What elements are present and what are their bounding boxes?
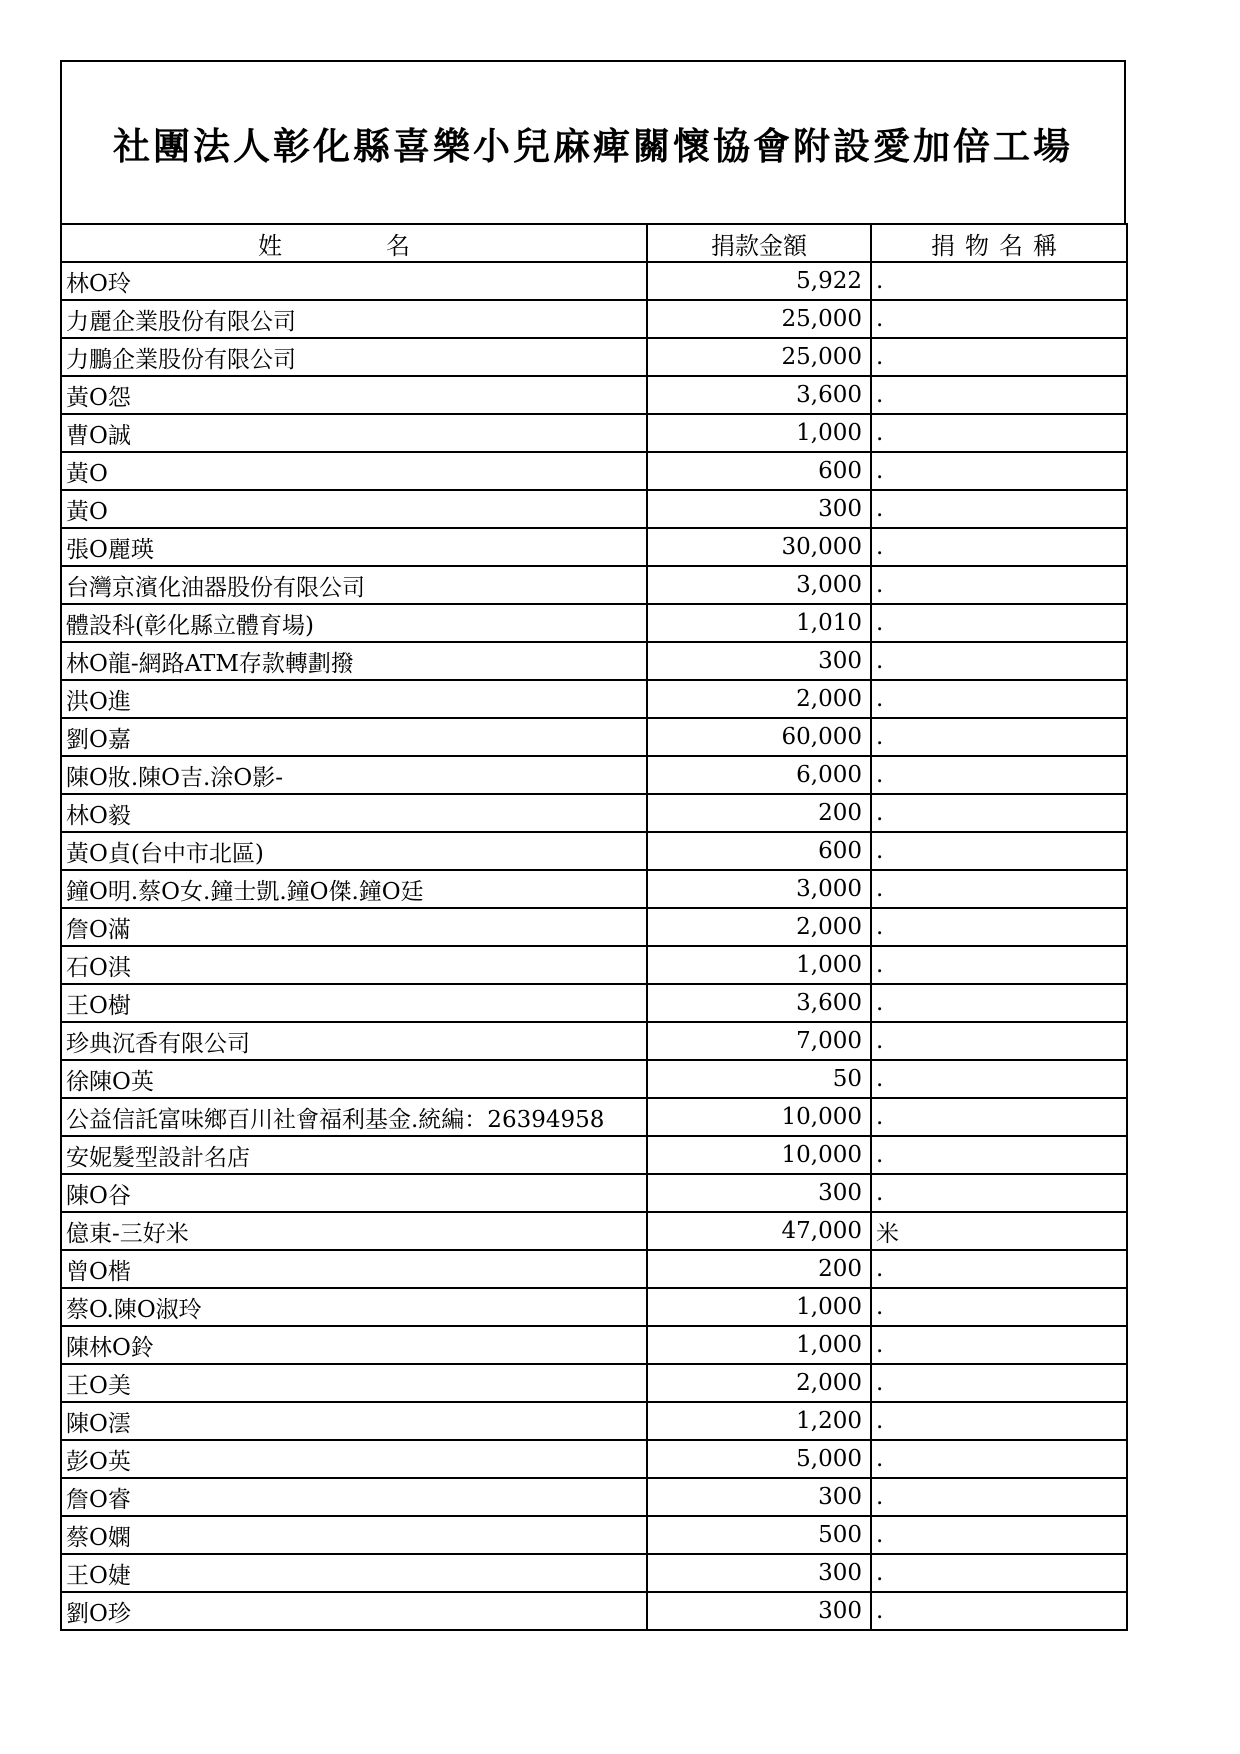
table-row	[61, 756, 1127, 794]
amount-cell: 300	[647, 1478, 871, 1516]
item-cell: .	[871, 452, 1127, 490]
item-cell: .	[871, 1516, 1127, 1554]
item-cell: .	[871, 528, 1127, 566]
table-row	[61, 1250, 1127, 1288]
item-cell: .	[871, 984, 1127, 1022]
donor-name-cell: 黃O	[61, 490, 647, 528]
amount-cell: 1,200	[647, 1402, 871, 1440]
donor-name-cell: 林O玲	[61, 262, 647, 300]
item-cell: .	[871, 1250, 1127, 1288]
table-row	[61, 718, 1127, 756]
donor-name-cell: 公益信託富味鄉百川社會福利基金.統編：26394958	[61, 1098, 647, 1136]
amount-cell: 25,000	[647, 300, 871, 338]
table-row	[61, 338, 1127, 376]
amount-cell: 5,000	[647, 1440, 871, 1478]
table-row	[61, 262, 1127, 300]
table-row	[61, 1592, 1127, 1630]
amount-cell: 1,000	[647, 1326, 871, 1364]
donor-name-cell: 林O毅	[61, 794, 647, 832]
amount-cell: 3,600	[647, 984, 871, 1022]
donor-name-cell: 億東-三好米	[61, 1212, 647, 1250]
item-cell: .	[871, 1098, 1127, 1136]
table-row	[61, 490, 1127, 528]
item-cell: .	[871, 718, 1127, 756]
table-row	[61, 566, 1127, 604]
donor-name-cell: 曾O楷	[61, 1250, 647, 1288]
item-cell: .	[871, 1174, 1127, 1212]
donor-name-cell: 黃O貞(台中市北區)	[61, 832, 647, 870]
item-cell: .	[871, 566, 1127, 604]
item-cell: .	[871, 908, 1127, 946]
table-row	[61, 1098, 1127, 1136]
table-row	[61, 1288, 1127, 1326]
table-row	[61, 870, 1127, 908]
amount-cell: 2,000	[647, 1364, 871, 1402]
item-cell: .	[871, 604, 1127, 642]
donor-name-cell: 珍典沉香有限公司	[61, 1022, 647, 1060]
item-cell: .	[871, 794, 1127, 832]
item-cell: .	[871, 756, 1127, 794]
item-cell: .	[871, 376, 1127, 414]
donor-name-cell: 黃O怨	[61, 376, 647, 414]
donor-name-cell: 鐘O明.蔡O女.鐘士凱.鐘O傑.鐘O廷	[61, 870, 647, 908]
table-row	[61, 528, 1127, 566]
item-cell: .	[871, 642, 1127, 680]
donor-name-cell: 劉O嘉	[61, 718, 647, 756]
table-row	[61, 1478, 1127, 1516]
amount-cell: 300	[647, 642, 871, 680]
amount-cell: 200	[647, 1250, 871, 1288]
amount-cell: 300	[647, 1554, 871, 1592]
table-row	[61, 1174, 1127, 1212]
amount-cell: 300	[647, 490, 871, 528]
donor-name-cell: 力麗企業股份有限公司	[61, 300, 647, 338]
amount-cell: 3,600	[647, 376, 871, 414]
amount-cell: 47,000	[647, 1212, 871, 1250]
amount-cell: 6,000	[647, 756, 871, 794]
table-row	[61, 642, 1127, 680]
amount-cell: 2,000	[647, 680, 871, 718]
donor-name-cell: 徐陳O英	[61, 1060, 647, 1098]
donor-name-cell: 陳O澐	[61, 1402, 647, 1440]
table-row	[61, 1060, 1127, 1098]
item-cell: .	[871, 1288, 1127, 1326]
donor-name-cell: 劉O珍	[61, 1592, 647, 1630]
table-row	[61, 794, 1127, 832]
amount-cell: 500	[647, 1516, 871, 1554]
table-body	[61, 262, 1127, 1630]
amount-cell: 50	[647, 1060, 871, 1098]
donor-name-cell: 體設科(彰化縣立體育場)	[61, 604, 647, 642]
item-cell: .	[871, 1402, 1127, 1440]
item-cell: 米	[871, 1212, 1127, 1250]
item-cell: .	[871, 1022, 1127, 1060]
amount-cell: 1,000	[647, 414, 871, 452]
donor-name-cell: 曹O誠	[61, 414, 647, 452]
donor-name-cell: 陳O谷	[61, 1174, 647, 1212]
item-cell: .	[871, 338, 1127, 376]
donor-name-cell: 蔡O.陳O淑玲	[61, 1288, 647, 1326]
amount-cell: 5,922	[647, 262, 871, 300]
item-cell: .	[871, 680, 1127, 718]
donor-name-cell: 力鵬企業股份有限公司	[61, 338, 647, 376]
item-cell: .	[871, 1440, 1127, 1478]
item-cell: .	[871, 1136, 1127, 1174]
item-cell: .	[871, 1364, 1127, 1402]
table-row	[61, 680, 1127, 718]
table-row	[61, 1440, 1127, 1478]
table-row	[61, 1364, 1127, 1402]
item-cell: .	[871, 832, 1127, 870]
item-cell: .	[871, 490, 1127, 528]
item-cell: .	[871, 414, 1127, 452]
table-row	[61, 376, 1127, 414]
item-cell: .	[871, 870, 1127, 908]
donor-name-cell: 林O龍-網路ATM存款轉劃撥	[61, 642, 647, 680]
header-item: 捐物名稱	[871, 224, 1127, 262]
amount-cell: 1,000	[647, 946, 871, 984]
donor-name-cell: 詹O滿	[61, 908, 647, 946]
header-name: 姓 名	[61, 224, 647, 262]
table-row	[61, 604, 1127, 642]
donor-name-cell: 王O婕	[61, 1554, 647, 1592]
amount-cell: 60,000	[647, 718, 871, 756]
page-title: 社團法人彰化縣喜樂小兒麻痺關懷協會附設愛加倍工場	[113, 123, 1073, 168]
donor-name-cell: 黃O	[61, 452, 647, 490]
table-row	[61, 1136, 1127, 1174]
table-row	[61, 1554, 1127, 1592]
amount-cell: 7,000	[647, 1022, 871, 1060]
header-row	[61, 224, 1127, 262]
item-cell: .	[871, 946, 1127, 984]
item-cell: .	[871, 300, 1127, 338]
amount-cell: 2,000	[647, 908, 871, 946]
amount-cell: 10,000	[647, 1136, 871, 1174]
item-cell: .	[871, 1478, 1127, 1516]
table-row	[61, 832, 1127, 870]
donor-name-cell: 安妮髮型設計名店	[61, 1136, 647, 1174]
donation-sheet	[60, 60, 1126, 1631]
table-row	[61, 946, 1127, 984]
title-box	[60, 60, 1126, 223]
donation-table	[60, 223, 1128, 1631]
donor-name-cell: 洪O進	[61, 680, 647, 718]
table-row	[61, 908, 1127, 946]
amount-cell: 10,000	[647, 1098, 871, 1136]
table-row	[61, 1022, 1127, 1060]
donor-name-cell: 台灣京濱化油器股份有限公司	[61, 566, 647, 604]
donor-name-cell: 陳林O鈴	[61, 1326, 647, 1364]
donor-name-cell: 王O樹	[61, 984, 647, 1022]
item-cell: .	[871, 262, 1127, 300]
donor-name-cell: 張O麗瑛	[61, 528, 647, 566]
donor-name-cell: 蔡O嫻	[61, 1516, 647, 1554]
table-row	[61, 1212, 1127, 1250]
item-cell: .	[871, 1554, 1127, 1592]
amount-cell: 30,000	[647, 528, 871, 566]
item-cell: .	[871, 1060, 1127, 1098]
table-row	[61, 1402, 1127, 1440]
item-cell: .	[871, 1592, 1127, 1630]
table-row	[61, 1326, 1127, 1364]
amount-cell: 25,000	[647, 338, 871, 376]
header-amount: 捐款金額	[647, 224, 871, 262]
amount-cell: 1,000	[647, 1288, 871, 1326]
donor-name-cell: 陳O妝.陳O吉.涂O影-	[61, 756, 647, 794]
donor-name-cell: 王O美	[61, 1364, 647, 1402]
table-row	[61, 984, 1127, 1022]
amount-cell: 300	[647, 1592, 871, 1630]
amount-cell: 3,000	[647, 566, 871, 604]
amount-cell: 1,010	[647, 604, 871, 642]
table-row	[61, 414, 1127, 452]
donor-name-cell: 詹O睿	[61, 1478, 647, 1516]
amount-cell: 200	[647, 794, 871, 832]
donor-name-cell: 石O淇	[61, 946, 647, 984]
table-row	[61, 300, 1127, 338]
amount-cell: 600	[647, 452, 871, 490]
amount-cell: 3,000	[647, 870, 871, 908]
amount-cell: 600	[647, 832, 871, 870]
item-cell: .	[871, 1326, 1127, 1364]
table-row	[61, 1516, 1127, 1554]
donor-name-cell: 彭O英	[61, 1440, 647, 1478]
amount-cell: 300	[647, 1174, 871, 1212]
table-row	[61, 452, 1127, 490]
